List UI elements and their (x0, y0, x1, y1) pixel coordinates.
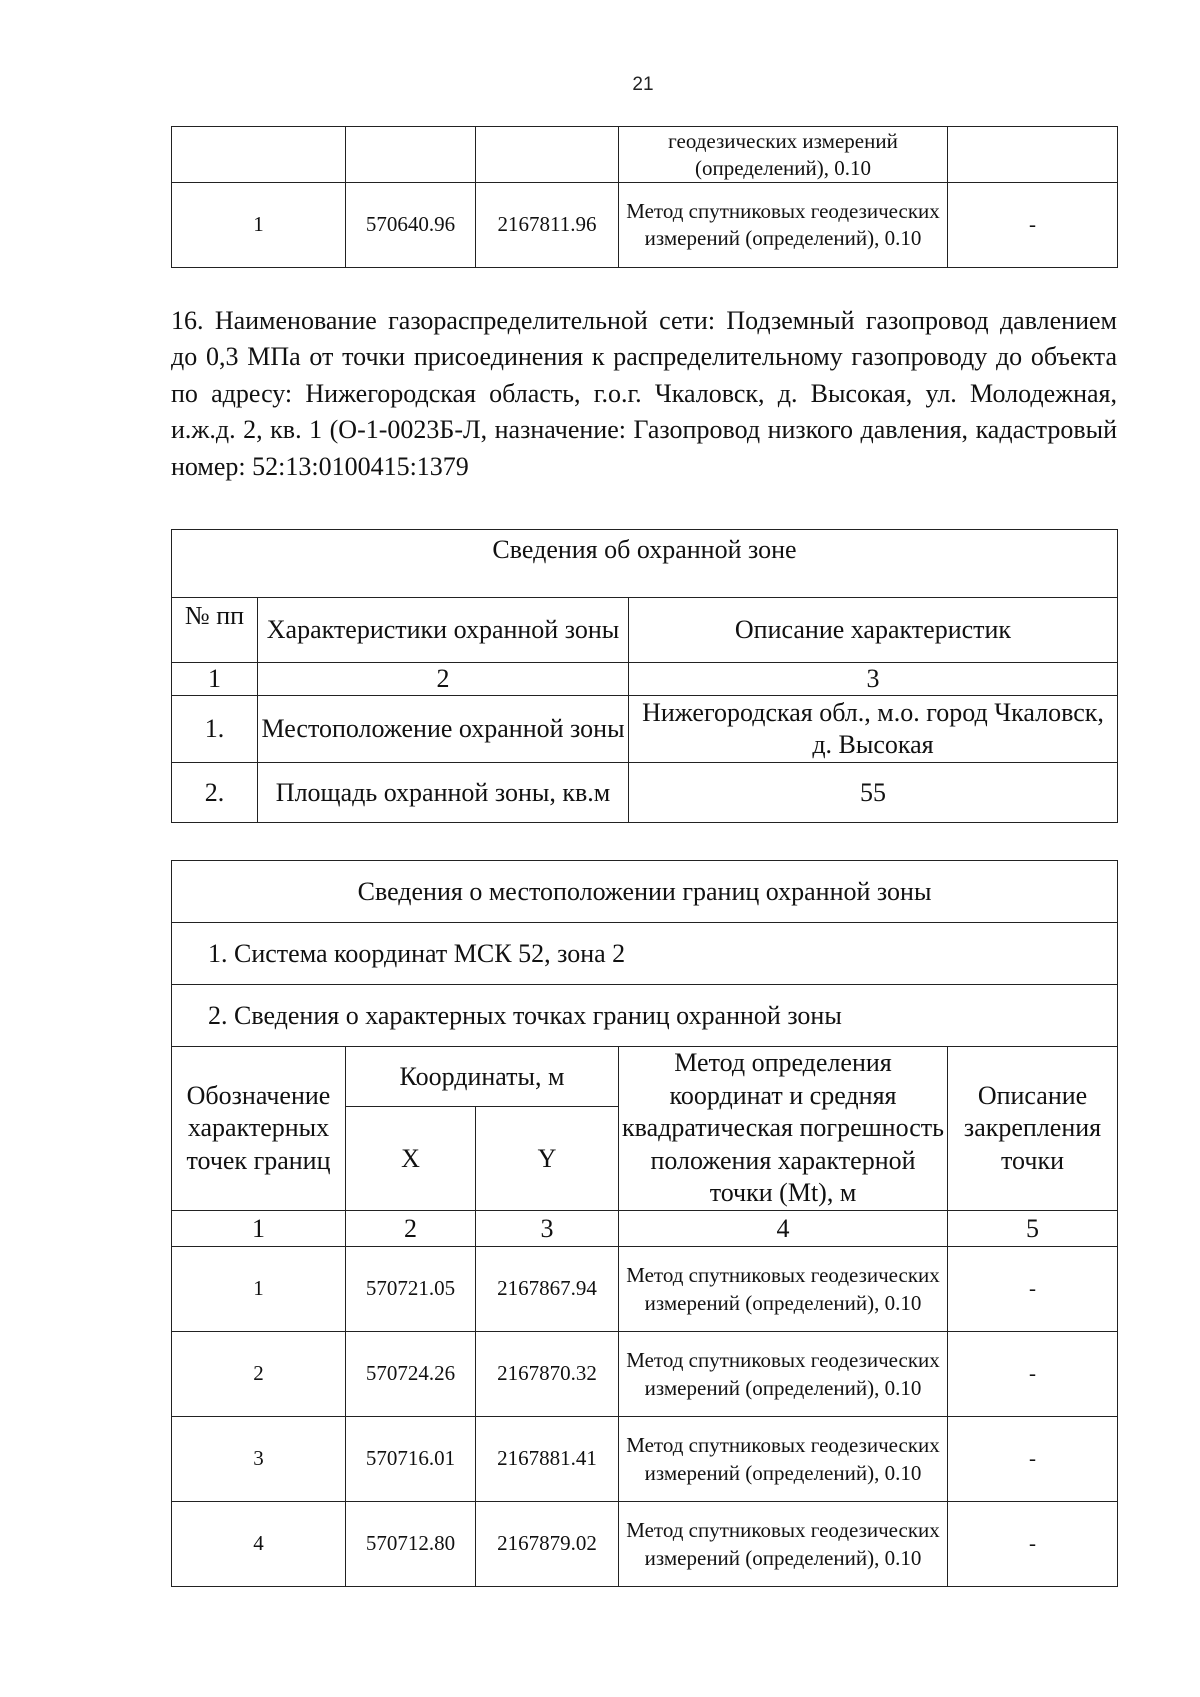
point-cell: 2 (172, 1332, 346, 1417)
method-cell: Метод спутниковых геодезических измерений (определений), 0.10 (619, 1502, 948, 1587)
fixing-cell: - (948, 183, 1118, 268)
protection-zone-info-table (171, 529, 1118, 823)
point-cell: 4 (172, 1502, 346, 1587)
page-number: 21 (632, 74, 654, 95)
header-cell: Описание характеристик (629, 598, 1118, 663)
column-number: 4 (619, 1211, 948, 1247)
header-cell: Метод определения координат и средняя квадратическая погрешность положения характерной точки (Mt), м (619, 1047, 948, 1211)
fixing-cell (948, 127, 1118, 183)
fixing-cell: - (948, 1417, 1118, 1502)
header-cell: Описание закрепления точки (948, 1047, 1118, 1211)
y-cell: 2167879.02 (476, 1502, 619, 1587)
method-cell: Метод спутниковых геодезических измерений (определений), 0.10 (619, 1332, 948, 1417)
column-number: 3 (476, 1211, 619, 1247)
continuation-table (171, 126, 1118, 268)
column-number: 3 (629, 663, 1118, 696)
header-cell: Характеристики охранной зоны (258, 598, 629, 663)
column-number: 5 (948, 1211, 1118, 1247)
header-row (172, 598, 1118, 663)
y-cell: 2167811.96 (476, 183, 619, 268)
y-cell: 2167870.32 (476, 1332, 619, 1417)
row-number: 2. (172, 763, 258, 823)
description-cell: 55 (629, 763, 1118, 823)
column-number: 2 (258, 663, 629, 696)
method-cell: Метод спутниковых геодезических измерений (определений), 0.10 (619, 1417, 948, 1502)
header-cell: X (346, 1107, 476, 1211)
table-row (172, 1417, 1118, 1502)
fixing-cell: - (948, 1502, 1118, 1587)
table-row (172, 1332, 1118, 1417)
y-cell: 2167881.41 (476, 1417, 619, 1502)
table-row (172, 696, 1118, 763)
method-cell: геодезических измерений (определений), 0.10 (619, 127, 948, 183)
points-info-row: 2. Сведения о характерных точках границ охранной зоны (172, 985, 1118, 1047)
fixing-cell: - (948, 1332, 1118, 1417)
column-number: 1 (172, 663, 258, 696)
table-row (172, 763, 1118, 823)
point-cell (172, 127, 346, 183)
characteristic-cell: Площадь охранной зоны, кв.м (258, 763, 629, 823)
column-number-row (172, 1211, 1118, 1247)
method-cell: Метод спутниковых геодезических измерений (определений), 0.10 (619, 183, 948, 268)
table-row (172, 1502, 1118, 1587)
point-cell: 1 (172, 183, 346, 268)
table-row (172, 183, 1118, 268)
characteristic-cell: Местоположение охранной зоны (258, 696, 629, 763)
column-number-row (172, 663, 1118, 696)
coordinate-system-row: 1. Система координат МСК 52, зона 2 (172, 923, 1118, 985)
table-title: Сведения об охранной зоне (172, 530, 1118, 598)
y-cell: 2167867.94 (476, 1247, 619, 1332)
header-row (172, 1047, 1118, 1107)
boundary-location-table (171, 860, 1118, 1587)
column-number: 2 (346, 1211, 476, 1247)
point-cell: 1 (172, 1247, 346, 1332)
point-cell: 3 (172, 1417, 346, 1502)
column-number: 1 (172, 1211, 346, 1247)
header-cell: Обозначение характерных точек границ (172, 1047, 346, 1211)
section-16-text: 16. Наименование газораспределительной сети: Подземный газопровод давлением до 0,3 МПа от точки присоединения к распределительному газопроводу до объекта по адресу: Нижегородская область, г.о.г. Чкаловск, д. Высокая, ул. Молодежная, и.ж.д. 2, кв. 1 (О-1-0023Б-Л, назначение: Газопровод низкого давления, кадастровый номер: 52:13:0100415:1379 (171, 306, 1117, 481)
x-cell: 570724.26 (346, 1332, 476, 1417)
x-cell: 570721.05 (346, 1247, 476, 1332)
description-cell: Нижегородская обл., м.о. город Чкаловск, д. Высокая (629, 696, 1118, 763)
x-cell: 570640.96 (346, 183, 476, 268)
fixing-cell: - (948, 1247, 1118, 1332)
method-cell: Метод спутниковых геодезических измерений (определений), 0.10 (619, 1247, 948, 1332)
x-cell (346, 127, 476, 183)
header-cell: Y (476, 1107, 619, 1211)
x-cell: 570712.80 (346, 1502, 476, 1587)
table-row (172, 127, 1118, 183)
header-cell: № пп (172, 598, 258, 663)
row-number: 1. (172, 696, 258, 763)
x-cell: 570716.01 (346, 1417, 476, 1502)
header-cell: Координаты, м (346, 1047, 619, 1107)
table-row (172, 1247, 1118, 1332)
table-title: Сведения о местоположении границ охранной зоны (172, 861, 1118, 923)
y-cell (476, 127, 619, 183)
